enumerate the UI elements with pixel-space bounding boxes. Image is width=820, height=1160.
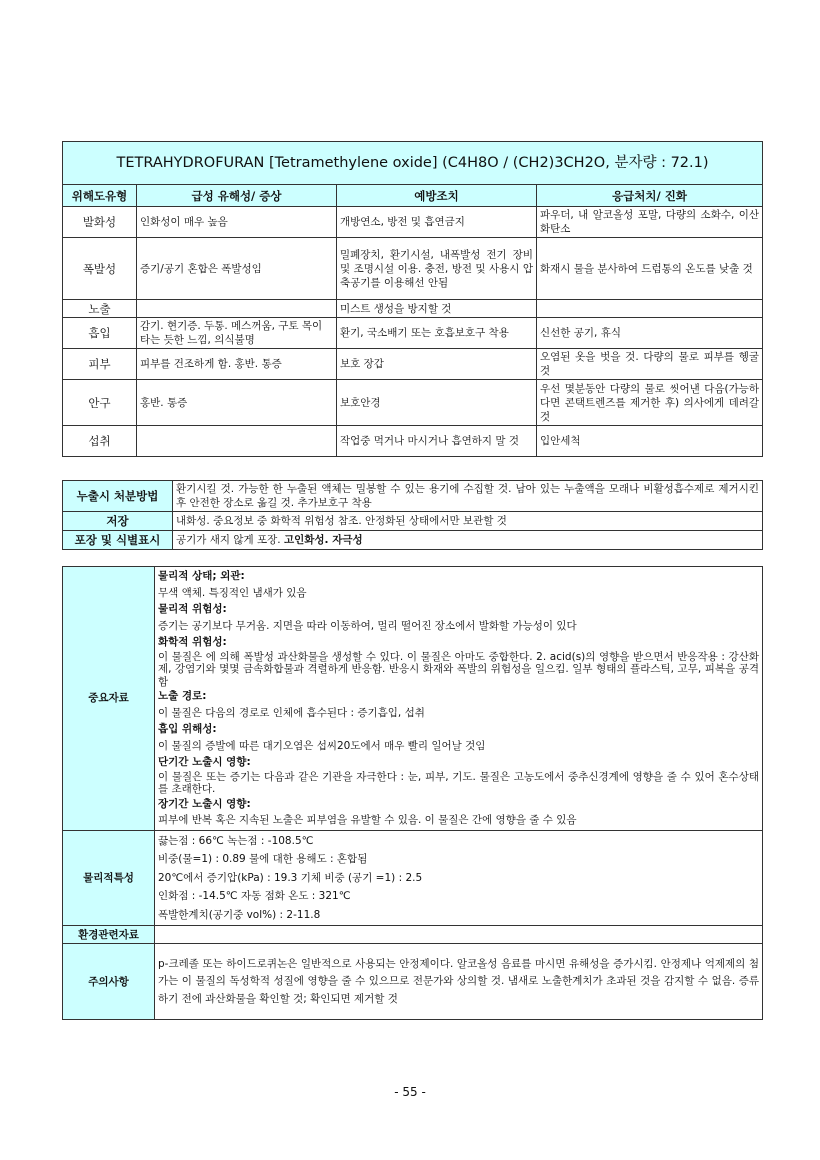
important-text: 증기는 공기보다 무거움. 지면을 따라 이동하여, 멀리 떨어진 장소에서 발화할 가능성이 있다 (158, 619, 577, 632)
row-hazard: 감기. 현기증. 두통. 메스꺼움, 구토 목이 타는 듯한 느낌, 의식불명 (137, 318, 337, 349)
storage-label: 저장 (63, 512, 173, 531)
storage-text: 내화성. 중요정보 중 화학적 위험성 참조. 안정화된 상태에서만 보관할 것 (173, 512, 763, 531)
important-label: 중요자료 (63, 567, 155, 831)
row-type: 발화성 (63, 207, 137, 238)
hazard-table (62, 141, 763, 457)
caution-text: p-크레졸 또는 하이드로퀴논은 일반적으로 사용되는 안정제이다. 알코올성 음료를 마시면 유해성을 증가시킴. 안정제나 억제제의 첨가는 이 물질의 독성학적 성질에 영향을 줄 수 있으므로 전문가와 상의할 것. 냄새로 노출한계치가 초과된 것을 감지할 수 없음. 증류하기 전에 과산화물을 확인할 것; 확인되면 제거할 것 (155, 944, 763, 1020)
packaging-hazard-class: 고인화성. 자극성 (283, 534, 363, 546)
row-firstaid: 신선한 공기, 휴식 (537, 318, 763, 349)
environment-text (155, 926, 763, 944)
row-prevention: 보호안경 (337, 380, 537, 426)
important-heading: 흡입 위해성: (158, 723, 217, 735)
important-text: 이 물질은 다음의 경로로 인체에 흡수된다 : 증기흡입, 섭취 (158, 706, 425, 719)
row-firstaid: 오염된 옷을 벗을 것. 다량의 물로 피부를 헹굴 것 (537, 349, 763, 380)
important-heading: 노출 경로: (158, 690, 207, 702)
packaging-text: 공기가 새지 않게 포장. (176, 534, 284, 546)
physical-line: 20℃에서 증기압(kPa) : 19.3 기체 비중 (공기 =1) : 2.5 (158, 871, 423, 884)
header-hazard: 급성 유해성/ 증상 (137, 185, 337, 207)
leak-text: 환기시킬 것. 가능한 한 누출된 액체는 밀봉할 수 있는 용기에 수집할 것. 남아 있는 누출액을 모래나 비활성흡수제로 제거시킨 후 안전한 장소로 옮길 것. 추가보호구 착용 (173, 481, 763, 512)
physical-label: 물리적특성 (63, 830, 155, 926)
important-text: 이 물질은 또는 증기는 다음과 같은 기관을 자극한다 : 눈, 피부, 기도. 물질은 고농도에서 중추신경계에 영향을 줄 수 있어 혼수상태를 초래한다. (158, 770, 759, 795)
row-type: 폭발성 (63, 238, 137, 300)
important-text: 이 물질은 에 의해 폭발성 과산화물을 생성할 수 있다. 이 물질은 아마도 중합한다. 2. acid(s)의 영향을 받으면서 반응작용 : 강산화제, 강염기와 몇몇 금속화합물과 격렬하게 반응함. 반응시 화재와 폭발의 위험성을 일으킴. 일부 형태의 플라스틱, 고무, 피복을 공격함 (158, 650, 759, 688)
physical-line: 인화점 : -14.5℃ 자동 점화 온도 : 321℃ (158, 890, 351, 903)
row-prevention: 작업중 먹거나 마시거나 흡연하지 말 것 (337, 426, 537, 457)
important-text: 무색 액체. 특징적인 냄새가 있음 (158, 586, 307, 599)
important-heading: 물리적 상태; 외관: (158, 570, 245, 582)
header-prevention: 예방조치 (337, 185, 537, 207)
row-prevention: 밀폐장치, 환기시설, 내폭발성 전기 장비 및 조명시설 이용. 충전, 방전 및 사용시 압축공기를 이용해선 안됨 (337, 238, 537, 300)
row-firstaid: 파우더, 내 알코올성 포말, 다량의 소화수, 이산화탄소 (537, 207, 763, 238)
row-prevention: 보호 장갑 (337, 349, 537, 380)
row-type: 흡입 (63, 318, 137, 349)
page-number: - 55 - (394, 1085, 426, 1099)
header-firstaid: 응급처치/ 진화 (537, 185, 763, 207)
row-type: 섭취 (63, 426, 137, 457)
row-hazard: 피부를 건조하게 함. 홍반. 통증 (137, 349, 337, 380)
row-firstaid: 화재시 물을 분사하여 드럼통의 온도를 낮출 것 (537, 238, 763, 300)
important-heading: 화학적 위험성: (158, 636, 227, 648)
row-type: 안구 (63, 380, 137, 426)
row-hazard: 증기/공기 혼합은 폭발성임 (137, 238, 337, 300)
important-heading: 물리적 위험성: (158, 603, 227, 615)
packaging-cell (173, 531, 763, 550)
important-text: 피부에 반복 혹은 지속된 노출은 피부염을 유발할 수 있음. 이 물질은 간에 영향을 줄 수 있음 (158, 814, 577, 826)
important-content (155, 567, 763, 831)
row-type: 노출 (63, 300, 137, 318)
row-firstaid: 우선 몇분동안 다량의 물로 씻어낸 다음(가능하다면 콘택트렌즈를 제거한 후) 의사에게 데려갈 것 (537, 380, 763, 426)
chemical-title: TETRAHYDROFURAN [Tetramethylene oxide] (C4H8O / (CH2)3CH2O, 분자량 : 72.1) (63, 142, 763, 185)
row-firstaid: 입안세척 (537, 426, 763, 457)
caution-label: 주의사항 (63, 944, 155, 1020)
row-hazard: 인화성이 매우 높음 (137, 207, 337, 238)
important-heading: 단기간 노출시 영향: (158, 756, 251, 768)
physical-line: 폭발한계치(공기중 vol%) : 2-11.8 (158, 908, 321, 921)
environment-label: 환경관련자료 (63, 926, 155, 944)
row-prevention: 미스트 생성을 방지할 것 (337, 300, 537, 318)
details-table (62, 566, 763, 1020)
row-firstaid (537, 300, 763, 318)
row-type: 피부 (63, 349, 137, 380)
row-hazard: 홍반. 통증 (137, 380, 337, 426)
header-type: 위해도유형 (63, 185, 137, 207)
physical-line: 비중(물=1) : 0.89 물에 대한 용해도 : 혼합됨 (158, 853, 368, 866)
physical-line: 끓는점 : 66℃ 녹는점 : -108.5℃ (158, 834, 314, 847)
important-text: 이 물질의 증발에 따른 대기오염은 섭씨20도에서 매우 빨리 일어날 것임 (158, 739, 486, 752)
row-hazard (137, 300, 337, 318)
row-prevention: 환기, 국소배기 또는 호흡보호구 착용 (337, 318, 537, 349)
row-prevention: 개방연소, 방전 및 흡연금지 (337, 207, 537, 238)
physical-content (155, 830, 763, 926)
leak-label: 누출시 처분방법 (63, 481, 173, 512)
packaging-label: 포장 및 식별표시 (63, 531, 173, 550)
handling-table (62, 480, 763, 550)
row-hazard (137, 426, 337, 457)
important-heading: 장기간 노출시 영향: (158, 797, 251, 810)
